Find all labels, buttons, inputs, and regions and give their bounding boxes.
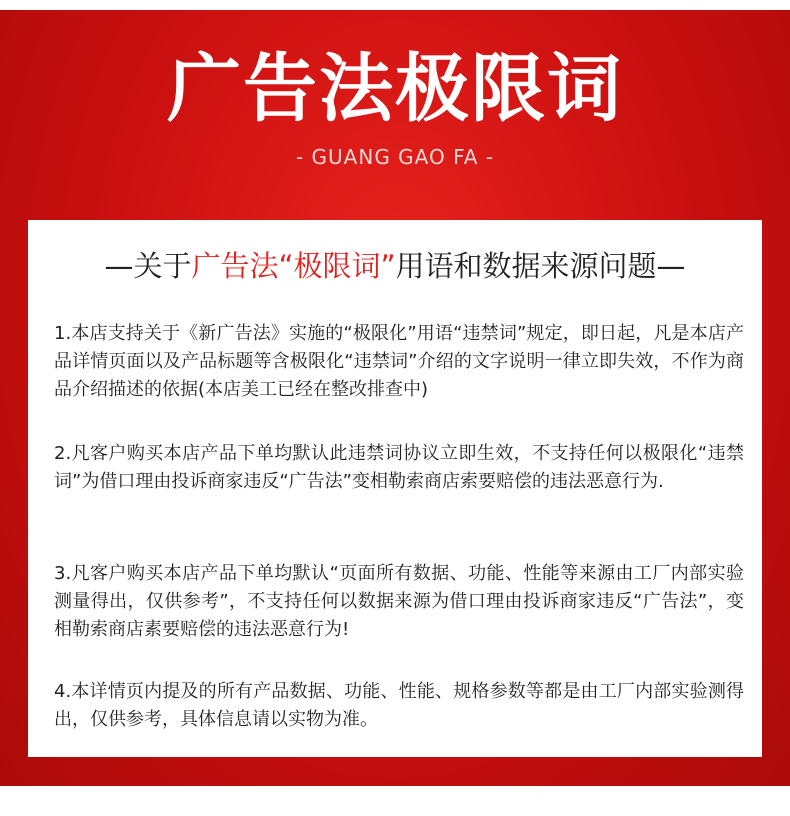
page-title: 广告法极限词: [167, 46, 623, 132]
card-heading-prefix: —关于: [104, 249, 192, 283]
card-heading-highlight-extreme-words: “极限词”: [278, 249, 396, 283]
bottom-band: [0, 786, 790, 816]
notice-paragraph-1: 1.本店支持关于《新广告法》实施的“极限化”用语“违禁词”规定，即日起，凡是本店产品详情页面以及产品标题等含极限化“违禁词”介绍的文字说明一律立即失效，不作为商品介绍描述的依据(本店美工已经在整改排查中): [54, 323, 744, 400]
card-heading-highlight-ad-law: 广告法: [191, 249, 279, 283]
top-band: [0, 0, 790, 10]
notice-paragraph-4: 4.本详情页内提及的所有产品数据、功能、性能、规格参数等都是由工厂内部实验测得出，仅供参考，具体信息请以实物为准。: [54, 681, 744, 730]
card-heading: [28, 246, 762, 286]
notice-card: [28, 220, 762, 757]
notice-paragraph-2: 2.凡客户购买本店产品下单均默认此违禁词协议立即生效，不支持任何以极限化“违禁词”为借口理由投诉商家违反“广告法”变相勒索商店索要赔偿的违法恶意行为.: [54, 443, 744, 492]
card-heading-suffix: 用语和数据来源问题—: [395, 249, 686, 283]
page-subtitle: - GUANG GAO FA -: [295, 145, 495, 169]
notice-paragraph-3: 3.凡客户购买本店产品下单均默认“页面所有数据、功能、性能等来源由工厂内部实验测量得出，仅供参考”，不支持任何以数据来源为借口理由投诉商家违反“广告法”，变相勒索商店素要赔偿的违法恶意行为!: [54, 563, 744, 640]
